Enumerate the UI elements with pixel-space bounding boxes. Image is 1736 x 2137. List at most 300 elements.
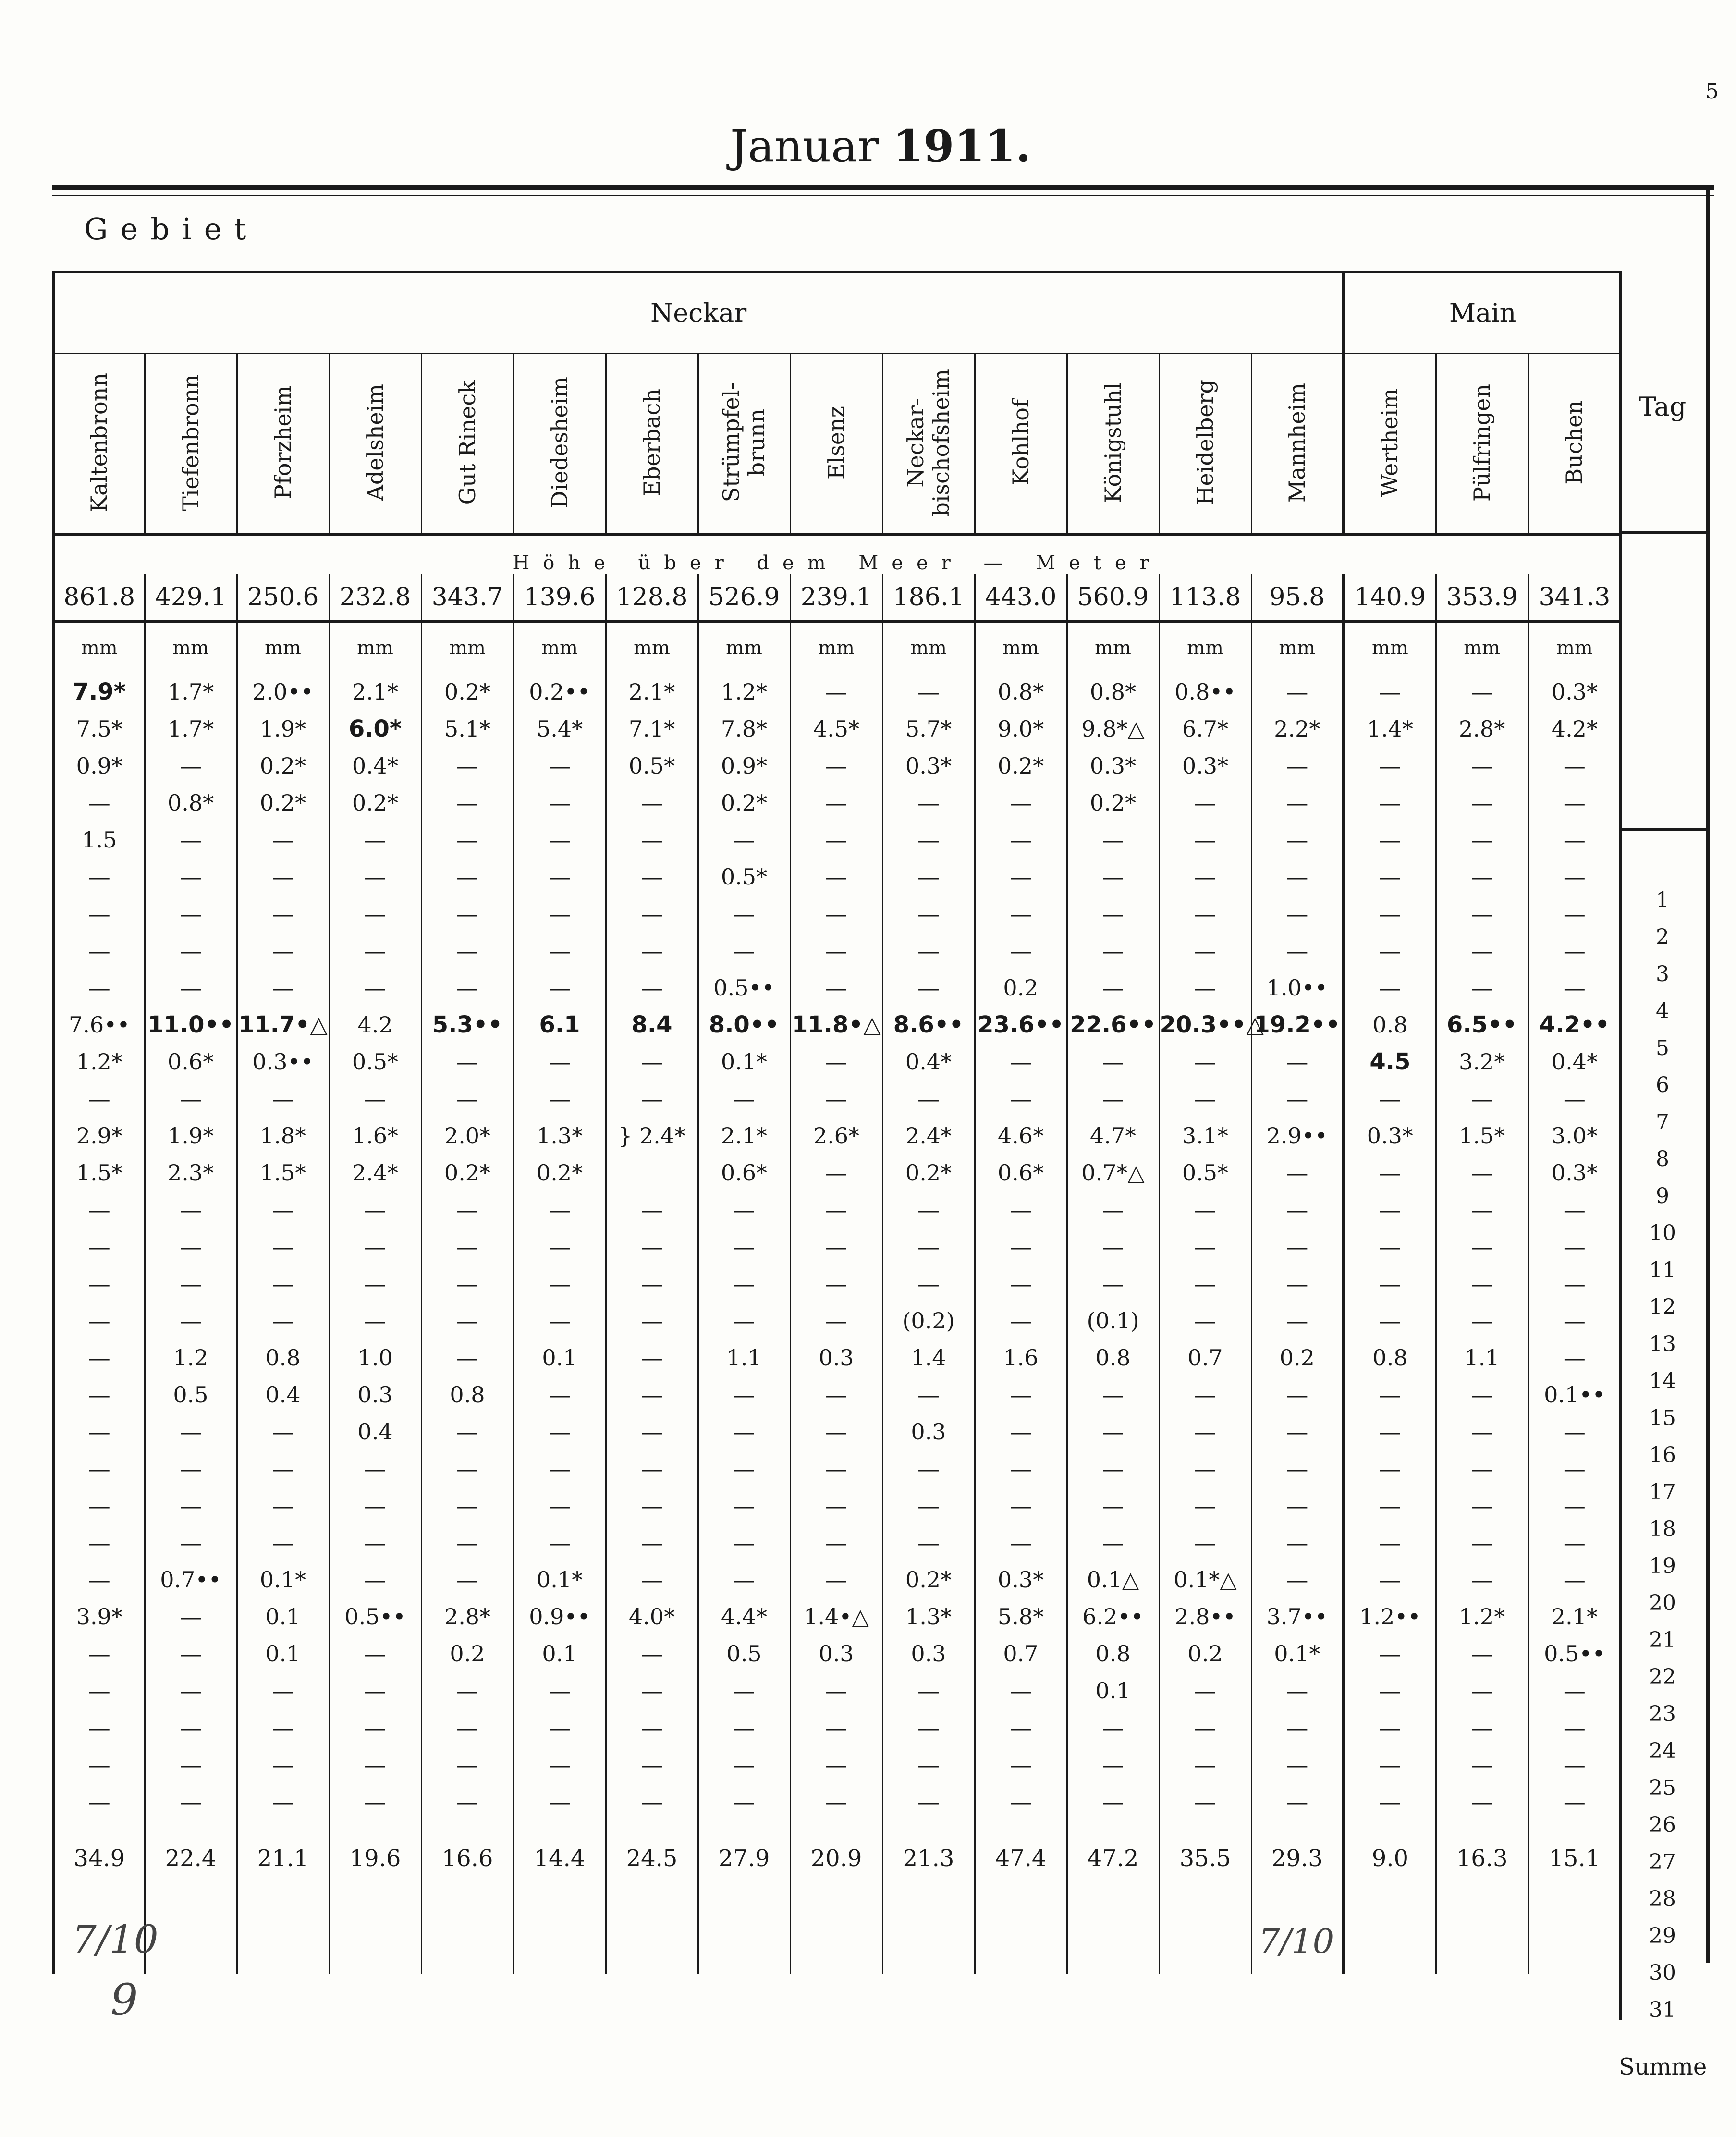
value-cell: —: [975, 895, 1067, 932]
elevation-value: 526.9: [698, 574, 790, 621]
value-cell: —: [329, 1524, 421, 1561]
value-cell: —: [1344, 1154, 1436, 1191]
value-cell: —: [1344, 1265, 1436, 1302]
value-cell: —: [1067, 1043, 1159, 1080]
value-cell: —: [606, 1191, 698, 1228]
day-row: [53, 1302, 1620, 1339]
day-number: 23: [1649, 1702, 1676, 1726]
value-cell: —: [1159, 1191, 1251, 1228]
value-cell: 0.7*△: [1067, 1154, 1159, 1191]
value-cell: 2.4*: [882, 1117, 975, 1154]
station-name: Strümpfel- brunn: [718, 382, 770, 503]
day-number: 7: [1656, 1110, 1669, 1134]
sum-value: 9.0: [1344, 1820, 1436, 1897]
station-header: [513, 354, 606, 535]
day-row: [53, 969, 1620, 1006]
value-cell: —: [882, 1191, 975, 1228]
value-cell: —: [1436, 969, 1528, 1006]
station-header: [1251, 354, 1344, 535]
value-cell: —: [145, 1265, 237, 1302]
value-cell: —: [882, 1783, 975, 1820]
elevation-value: 353.9: [1436, 574, 1528, 621]
value-cell: 4.7*: [1067, 1117, 1159, 1154]
value-cell: —: [790, 1228, 882, 1265]
station-header: [1067, 354, 1159, 535]
value-cell: —: [421, 1561, 513, 1598]
value-cell: —: [882, 1080, 975, 1117]
value-cell: —: [421, 784, 513, 821]
value-cell: 0.8: [237, 1339, 329, 1376]
value-cell: 1.2••: [1344, 1598, 1436, 1635]
value-cell: —: [1159, 1783, 1251, 1820]
value-cell: —: [1251, 747, 1344, 784]
value-cell: —: [1344, 1487, 1436, 1524]
value-cell: 4.2*: [1528, 710, 1620, 747]
value-cell: —: [513, 1376, 606, 1413]
daily-values: [53, 673, 1620, 1820]
day-number: 6: [1656, 1073, 1669, 1097]
value-cell: —: [698, 1561, 790, 1598]
value-cell: —: [1436, 1450, 1528, 1487]
value-cell: 6.0*: [329, 710, 421, 747]
value-cell: 3.7••: [1251, 1598, 1344, 1635]
value-cell: 0.5*: [606, 747, 698, 784]
unit-row: [53, 621, 1620, 673]
value-cell: —: [975, 1672, 1067, 1709]
value-cell: 0.8*: [145, 784, 237, 821]
elevation-value: 560.9: [1067, 574, 1159, 621]
value-cell: —: [1251, 1672, 1344, 1709]
value-cell: 0.3*: [1344, 1117, 1436, 1154]
value-cell: —: [1344, 1376, 1436, 1413]
value-cell: —: [1344, 1450, 1436, 1487]
value-cell: —: [1436, 1783, 1528, 1820]
value-cell: —: [1528, 969, 1620, 1006]
unit-label: mm: [698, 621, 790, 673]
value-cell: —: [329, 1191, 421, 1228]
day-row: [53, 1524, 1620, 1561]
station-name: Buchen: [1561, 400, 1588, 485]
value-cell: 4.5*: [790, 710, 882, 747]
value-cell: —: [1436, 1487, 1528, 1524]
value-cell: 0.2*: [1067, 784, 1159, 821]
value-cell: —: [53, 1302, 145, 1339]
value-cell: 1.7*: [145, 673, 237, 710]
value-cell: —: [790, 1080, 882, 1117]
value-cell: —: [1344, 1672, 1436, 1709]
value-cell: —: [53, 1635, 145, 1672]
value-cell: —: [329, 1080, 421, 1117]
value-cell: 0.3*: [1159, 747, 1251, 784]
value-cell: —: [1528, 1302, 1620, 1339]
value-cell: 0.9*: [698, 747, 790, 784]
value-cell: 0.6*: [145, 1043, 237, 1080]
day-row: [53, 1746, 1620, 1783]
value-cell: —: [53, 1191, 145, 1228]
value-cell: —: [698, 1783, 790, 1820]
day-number: 1: [1656, 888, 1669, 912]
value-cell: —: [329, 1450, 421, 1487]
value-cell: —: [606, 1709, 698, 1746]
value-cell: 0.2*: [698, 784, 790, 821]
day-number: 13: [1649, 1332, 1676, 1356]
value-cell: —: [53, 1524, 145, 1561]
unit-label: mm: [421, 621, 513, 673]
value-cell: 0.1*: [513, 1561, 606, 1598]
value-cell: —: [237, 1709, 329, 1746]
value-cell: —: [145, 932, 237, 969]
value-cell: —: [513, 821, 606, 858]
value-cell: —: [53, 1783, 145, 1820]
value-cell: 0.6*: [698, 1154, 790, 1191]
value-cell: —: [1436, 1672, 1528, 1709]
station-name: Elsenz: [823, 405, 849, 479]
value-cell: —: [329, 1302, 421, 1339]
value-cell: —: [329, 821, 421, 858]
value-cell: —: [145, 1635, 237, 1672]
value-cell: 3.2*: [1436, 1043, 1528, 1080]
value-cell: —: [882, 1709, 975, 1746]
tag-day-list: [1619, 882, 1706, 2028]
value-cell: —: [329, 1783, 421, 1820]
value-cell: —: [1251, 1746, 1344, 1783]
value-cell: 1.1: [698, 1339, 790, 1376]
value-cell: —: [790, 1709, 882, 1746]
value-cell: —: [882, 1450, 975, 1487]
value-cell: (0.2): [882, 1302, 975, 1339]
day-number: 11: [1649, 1258, 1676, 1282]
value-cell: —: [1436, 1265, 1528, 1302]
value-cell: 0.2••: [513, 673, 606, 710]
value-cell: —: [1344, 1783, 1436, 1820]
value-cell: 7.8*: [698, 710, 790, 747]
value-cell: —: [1067, 1080, 1159, 1117]
value-cell: —: [975, 1746, 1067, 1783]
value-cell: 0.2*: [237, 784, 329, 821]
value-cell: —: [606, 1524, 698, 1561]
value-cell: —: [513, 1524, 606, 1561]
value-cell: 2.3*: [145, 1154, 237, 1191]
value-cell: —: [1436, 895, 1528, 932]
value-cell: —: [1159, 1302, 1251, 1339]
value-cell: —: [606, 1672, 698, 1709]
day-number: 18: [1649, 1517, 1676, 1541]
value-cell: —: [421, 1746, 513, 1783]
value-cell: —: [421, 1709, 513, 1746]
value-cell: 2.8*: [421, 1598, 513, 1635]
value-cell: —: [145, 1413, 237, 1450]
value-cell: 0.8••: [1159, 673, 1251, 710]
value-cell: —: [513, 1080, 606, 1117]
value-cell: —: [421, 1487, 513, 1524]
value-cell: —: [1528, 821, 1620, 858]
value-cell: 0.2*: [882, 1154, 975, 1191]
value-cell: 1.0: [329, 1339, 421, 1376]
value-cell: —: [1436, 673, 1528, 710]
elevation-value: 343.7: [421, 574, 513, 621]
value-cell: 0.4: [237, 1376, 329, 1413]
value-cell: —: [513, 969, 606, 1006]
day-number: 22: [1649, 1665, 1676, 1689]
station-name: Kaltenbronn: [86, 372, 112, 513]
value-cell: 0.5*: [698, 858, 790, 895]
value-cell: —: [1067, 1746, 1159, 1783]
value-cell: —: [421, 895, 513, 932]
value-cell: —: [1159, 1413, 1251, 1450]
value-cell: 0.3*: [975, 1561, 1067, 1598]
value-cell: 0.2: [421, 1635, 513, 1672]
value-cell: —: [1344, 932, 1436, 969]
day-number: 8: [1656, 1147, 1669, 1171]
value-cell: 1.6: [975, 1339, 1067, 1376]
value-cell: 2.1*: [606, 673, 698, 710]
tail-cell: [513, 1897, 606, 1974]
day-row: [53, 858, 1620, 895]
value-cell: —: [145, 1487, 237, 1524]
value-cell: 0.5*: [1159, 1154, 1251, 1191]
tag-header: Tag: [1619, 271, 1706, 831]
value-cell: 4.2: [329, 1006, 421, 1043]
value-cell: 0.1△: [1067, 1561, 1159, 1598]
sum-value: 20.9: [790, 1820, 882, 1897]
value-cell: —: [606, 1376, 698, 1413]
value-cell: —: [975, 1709, 1067, 1746]
value-cell: —: [698, 1709, 790, 1746]
value-cell: —: [790, 1487, 882, 1524]
station-name: Adelsheim: [362, 384, 388, 501]
value-cell: 1.4•△: [790, 1598, 882, 1635]
value-cell: —: [145, 1302, 237, 1339]
value-cell: —: [975, 1524, 1067, 1561]
unit-label: mm: [1159, 621, 1251, 673]
value-cell: 1.2*: [698, 673, 790, 710]
value-cell: —: [53, 1228, 145, 1265]
station-header: [1344, 354, 1436, 535]
value-cell: 1.3*: [882, 1598, 975, 1635]
value-cell: —: [1528, 1339, 1620, 1376]
value-cell: —: [790, 673, 882, 710]
group-header: Neckar: [53, 272, 1344, 354]
value-cell: —: [1251, 1302, 1344, 1339]
tag-unit-gap: [1619, 831, 1706, 882]
value-cell: —: [1251, 932, 1344, 969]
value-cell: 0.2*: [329, 784, 421, 821]
value-cell: 0.8*: [975, 673, 1067, 710]
value-cell: —: [513, 1746, 606, 1783]
elevation-value: 95.8: [1251, 574, 1344, 621]
value-cell: —: [1159, 895, 1251, 932]
station-name: Gut Rineck: [454, 380, 480, 505]
value-cell: —: [1159, 1228, 1251, 1265]
value-cell: 0.5*: [329, 1043, 421, 1080]
tail-cell: [1344, 1897, 1436, 1974]
value-cell: —: [1159, 1450, 1251, 1487]
value-cell: —: [1344, 1635, 1436, 1672]
value-cell: —: [698, 1080, 790, 1117]
value-cell: —: [698, 821, 790, 858]
value-cell: —: [1436, 1709, 1528, 1746]
summe-row: [53, 1820, 1620, 1897]
value-cell: 6.2••: [1067, 1598, 1159, 1635]
tail-cell: [421, 1897, 513, 1974]
value-cell: —: [1528, 1228, 1620, 1265]
value-cell: —: [145, 821, 237, 858]
tail-cell: [145, 1897, 237, 1974]
value-cell: —: [1344, 1746, 1436, 1783]
value-cell: —: [698, 1524, 790, 1561]
value-cell: —: [1251, 1265, 1344, 1302]
value-cell: —: [1159, 1746, 1251, 1783]
elevation-value: 861.8: [53, 574, 145, 621]
value-cell: —: [790, 969, 882, 1006]
value-cell: —: [1436, 1561, 1528, 1598]
value-cell: —: [790, 1376, 882, 1413]
value-cell: —: [790, 1043, 882, 1080]
value-cell: 8.0••: [698, 1006, 790, 1043]
day-number: 29: [1649, 1924, 1676, 1948]
day-row: [53, 1413, 1620, 1450]
value-cell: —: [790, 932, 882, 969]
value-cell: —: [1344, 1228, 1436, 1265]
value-cell: —: [606, 1561, 698, 1598]
value-cell: —: [53, 1450, 145, 1487]
value-cell: 5.4*: [513, 710, 606, 747]
value-cell: 2.8••: [1159, 1598, 1251, 1635]
value-cell: 1.5*: [237, 1154, 329, 1191]
value-cell: —: [606, 784, 698, 821]
value-cell: 0.2: [1251, 1339, 1344, 1376]
value-cell: —: [421, 858, 513, 895]
value-cell: —: [882, 784, 975, 821]
day-number: 31: [1649, 1998, 1676, 2022]
elevation-caption: Höhe über dem Meer — Meter: [53, 534, 1620, 574]
day-number: 24: [1649, 1739, 1676, 1763]
value-cell: —: [513, 1228, 606, 1265]
value-cell: —: [1251, 1191, 1344, 1228]
elevation-value: 429.1: [145, 574, 237, 621]
value-cell: —: [1344, 1191, 1436, 1228]
tail-cell: [606, 1897, 698, 1974]
day-number: 14: [1649, 1369, 1676, 1393]
value-cell: 11.8•△: [790, 1006, 882, 1043]
value-cell: —: [1436, 1413, 1528, 1450]
value-cell: 0.3••: [237, 1043, 329, 1080]
value-cell: 22.6••: [1067, 1006, 1159, 1043]
value-cell: —: [1251, 1154, 1344, 1191]
station-header: [1159, 354, 1251, 535]
value-cell: —: [513, 1413, 606, 1450]
value-cell: 0.3: [790, 1635, 882, 1672]
value-cell: —: [329, 932, 421, 969]
value-cell: —: [421, 1339, 513, 1376]
station-header: [53, 354, 145, 535]
value-cell: 0.8: [1344, 1339, 1436, 1376]
day-row: [53, 821, 1620, 858]
unit-label: mm: [1067, 621, 1159, 673]
value-cell: —: [606, 1413, 698, 1450]
value-cell: —: [513, 1450, 606, 1487]
value-cell: —: [1436, 1191, 1528, 1228]
value-cell: —: [329, 1746, 421, 1783]
station-header: [1528, 354, 1620, 535]
value-cell: —: [606, 1635, 698, 1672]
elevation-value: 250.6: [237, 574, 329, 621]
value-cell: 1.2*: [53, 1043, 145, 1080]
value-cell: —: [237, 969, 329, 1006]
day-row: [53, 1487, 1620, 1524]
value-cell: 4.0*: [606, 1598, 698, 1635]
value-cell: —: [513, 895, 606, 932]
unit-label: mm: [237, 621, 329, 673]
value-cell: 1.3*: [513, 1117, 606, 1154]
value-cell: 0.1: [237, 1598, 329, 1635]
day-row: [53, 784, 1620, 821]
value-cell: —: [1528, 1783, 1620, 1820]
value-cell: —: [1067, 1191, 1159, 1228]
value-cell: 0.1: [237, 1635, 329, 1672]
unit-label: mm: [513, 621, 606, 673]
value-cell: —: [975, 932, 1067, 969]
value-cell: —: [1159, 1524, 1251, 1561]
value-cell: —: [145, 1783, 237, 1820]
value-cell: —: [53, 1709, 145, 1746]
elevation-value: 443.0: [975, 574, 1067, 621]
value-cell: —: [790, 1265, 882, 1302]
value-cell: —: [1251, 821, 1344, 858]
day-number: 26: [1649, 1813, 1676, 1837]
value-cell: 0.3*: [882, 747, 975, 784]
value-cell: 1.2: [145, 1339, 237, 1376]
value-cell: —: [1528, 858, 1620, 895]
value-cell: —: [329, 895, 421, 932]
value-cell: —: [606, 1339, 698, 1376]
sum-value: 19.6: [329, 1820, 421, 1897]
value-cell: —: [975, 1043, 1067, 1080]
value-cell: 0.9*: [53, 747, 145, 784]
page-title: [730, 120, 1031, 172]
value-cell: 0.3: [882, 1635, 975, 1672]
value-cell: 0.1••: [1528, 1376, 1620, 1413]
sum-value: 24.5: [606, 1820, 698, 1897]
value-cell: —: [790, 1154, 882, 1191]
value-cell: —: [237, 1450, 329, 1487]
value-cell: —: [1067, 932, 1159, 969]
value-cell: 0.1: [1067, 1672, 1159, 1709]
value-cell: 11.7•△: [237, 1006, 329, 1043]
tail-row: [53, 1897, 1620, 1974]
value-cell: —: [882, 1376, 975, 1413]
value-cell: 0.7: [975, 1635, 1067, 1672]
value-cell: 4.6*: [975, 1117, 1067, 1154]
value-cell: —: [882, 1228, 975, 1265]
value-cell: 1.9*: [145, 1117, 237, 1154]
value-cell: 0.2*: [882, 1561, 975, 1598]
value-cell: —: [790, 1672, 882, 1709]
value-cell: —: [513, 1302, 606, 1339]
value-cell: 0.1: [513, 1339, 606, 1376]
value-cell: —: [1251, 858, 1344, 895]
value-cell: 0.4: [329, 1413, 421, 1450]
value-cell: —: [145, 1709, 237, 1746]
value-cell: 23.6••: [975, 1006, 1067, 1043]
value-cell: —: [145, 895, 237, 932]
unit-label: mm: [790, 621, 882, 673]
station-name: Kohlhof: [1007, 399, 1034, 486]
value-cell: 2.2*: [1251, 710, 1344, 747]
sum-value: 16.6: [421, 1820, 513, 1897]
value-cell: 1.2*: [1436, 1598, 1528, 1635]
value-cell: —: [237, 895, 329, 932]
